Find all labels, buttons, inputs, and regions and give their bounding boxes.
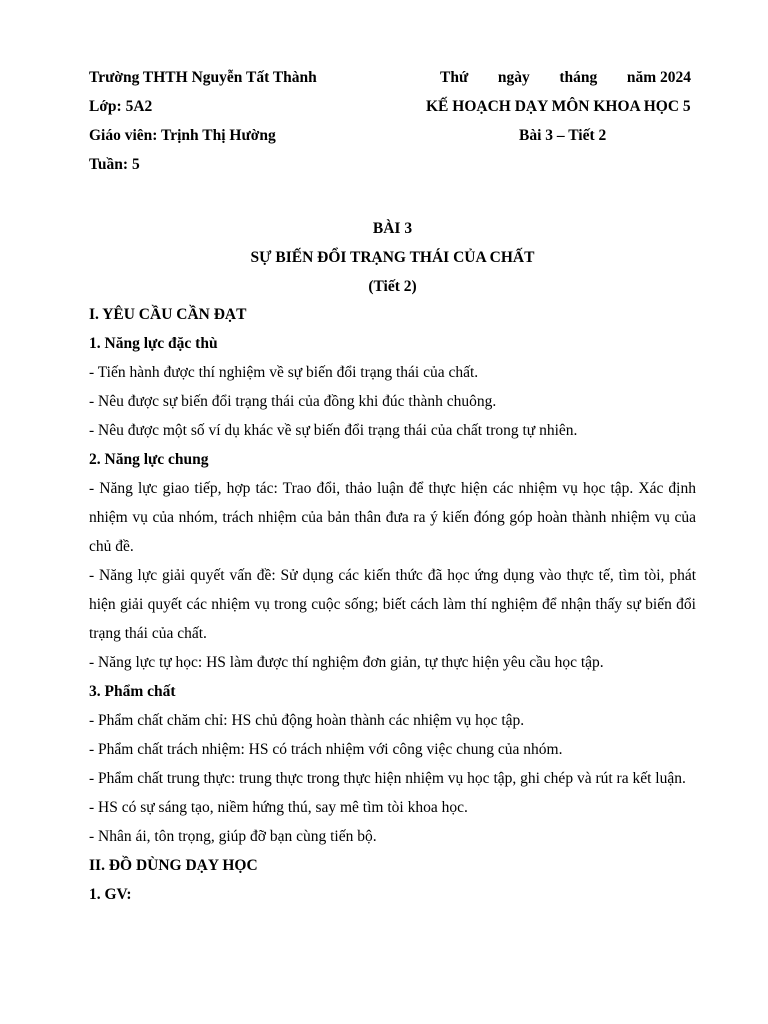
subsection-heading: 2. Năng lực chung [89,451,209,468]
school-name: Trường THTH Nguyễn Tất Thành [89,69,317,86]
lesson-number: BÀI 3 [372,220,413,237]
paragraph-item: - Năng lực giải quyết vấn đề: Sử dụng các kiến thức đã học ứng dụng vào thực tế, tìm tòi, phát hiện giải quyết các nhiệm vụ trong cuộc sống; biết cách làm thí nghiệm để nhận thấy sự biến đổi trạng thái của chất. [89,567,696,642]
list-item: - Nêu được một số ví dụ khác về sự biến đổi trạng thái của chất trong tự nhiên. [89,422,578,439]
header-row-1 [89,69,704,98]
week-label: Tuần: 5 [89,156,140,173]
date-part-year: năm 2024 [626,69,691,86]
date-line [440,69,691,87]
date-part-day: Thứ [440,69,469,86]
header-row-2 [89,98,704,127]
lesson-period-sub: (Tiết 2) [368,278,417,295]
subsection-heading: 1. Năng lực đặc thù [89,335,218,352]
subsection-heading: 1. GV: [89,886,132,903]
list-item: - HS có sự sáng tạo, niềm hứng thú, say mê tìm tòi khoa học. [89,799,468,816]
section-heading: I. YÊU CẦU CẦN ĐẠT [89,306,247,323]
lesson-period: Bài 3 – Tiết 2 [519,127,607,144]
title-block [89,214,696,301]
date-part-date: ngày [497,69,530,86]
list-item: - Phẩm chất trách nhiệm: HS có trách nhiệm với công việc chung của nhóm. [89,741,563,758]
header-row-4 [89,156,704,185]
date-part-month: tháng [559,69,598,86]
list-item: - Tiến hành được thí nghiệm về sự biến đổi trạng thái của chất. [89,364,479,381]
list-item: - Phẩm chất chăm chỉ: HS chủ động hoàn thành các nhiệm vụ học tập. [89,712,525,729]
header-row-3 [89,127,704,156]
section-heading: II. ĐỒ DÙNG DẠY HỌC [89,857,258,874]
list-item: - Nêu được sự biến đổi trạng thái của đồng khi đúc thành chuông. [89,393,497,410]
subsection-heading: 3. Phẩm chất [89,683,176,700]
list-item: - Năng lực tự học: HS làm được thí nghiệm đơn giản, tự thực hiện yêu cầu học tập. [89,654,604,671]
teacher-name: Giáo viên: Trịnh Thị Hường [89,127,276,144]
lesson-name: SỰ BIẾN ĐỔI TRẠNG THÁI CỦA CHẤT [250,249,535,266]
class-label: Lớp: 5A2 [89,98,153,115]
plan-title: KẾ HOẠCH DẠY MÔN KHOA HỌC 5 [426,98,691,115]
paragraph-item: - Năng lực giao tiếp, hợp tác: Trao đổi, thảo luận để thực hiện các nhiệm vụ học tập. Xác định nhiệm vụ của nhóm, trách nhiệm của bản thân đưa ra ý kiến đóng góp hoàn thành nhiệm vụ của chủ đề. [89,480,696,555]
list-item: - Nhân ái, tôn trọng, giúp đỡ bạn cùng tiến bộ. [89,828,377,845]
paragraph-item: - Phẩm chất trung thực: trung thực trong thực hiện nhiệm vụ học tập, ghi chép và rút ra kết luận. [89,770,686,787]
lesson-body [89,300,696,909]
